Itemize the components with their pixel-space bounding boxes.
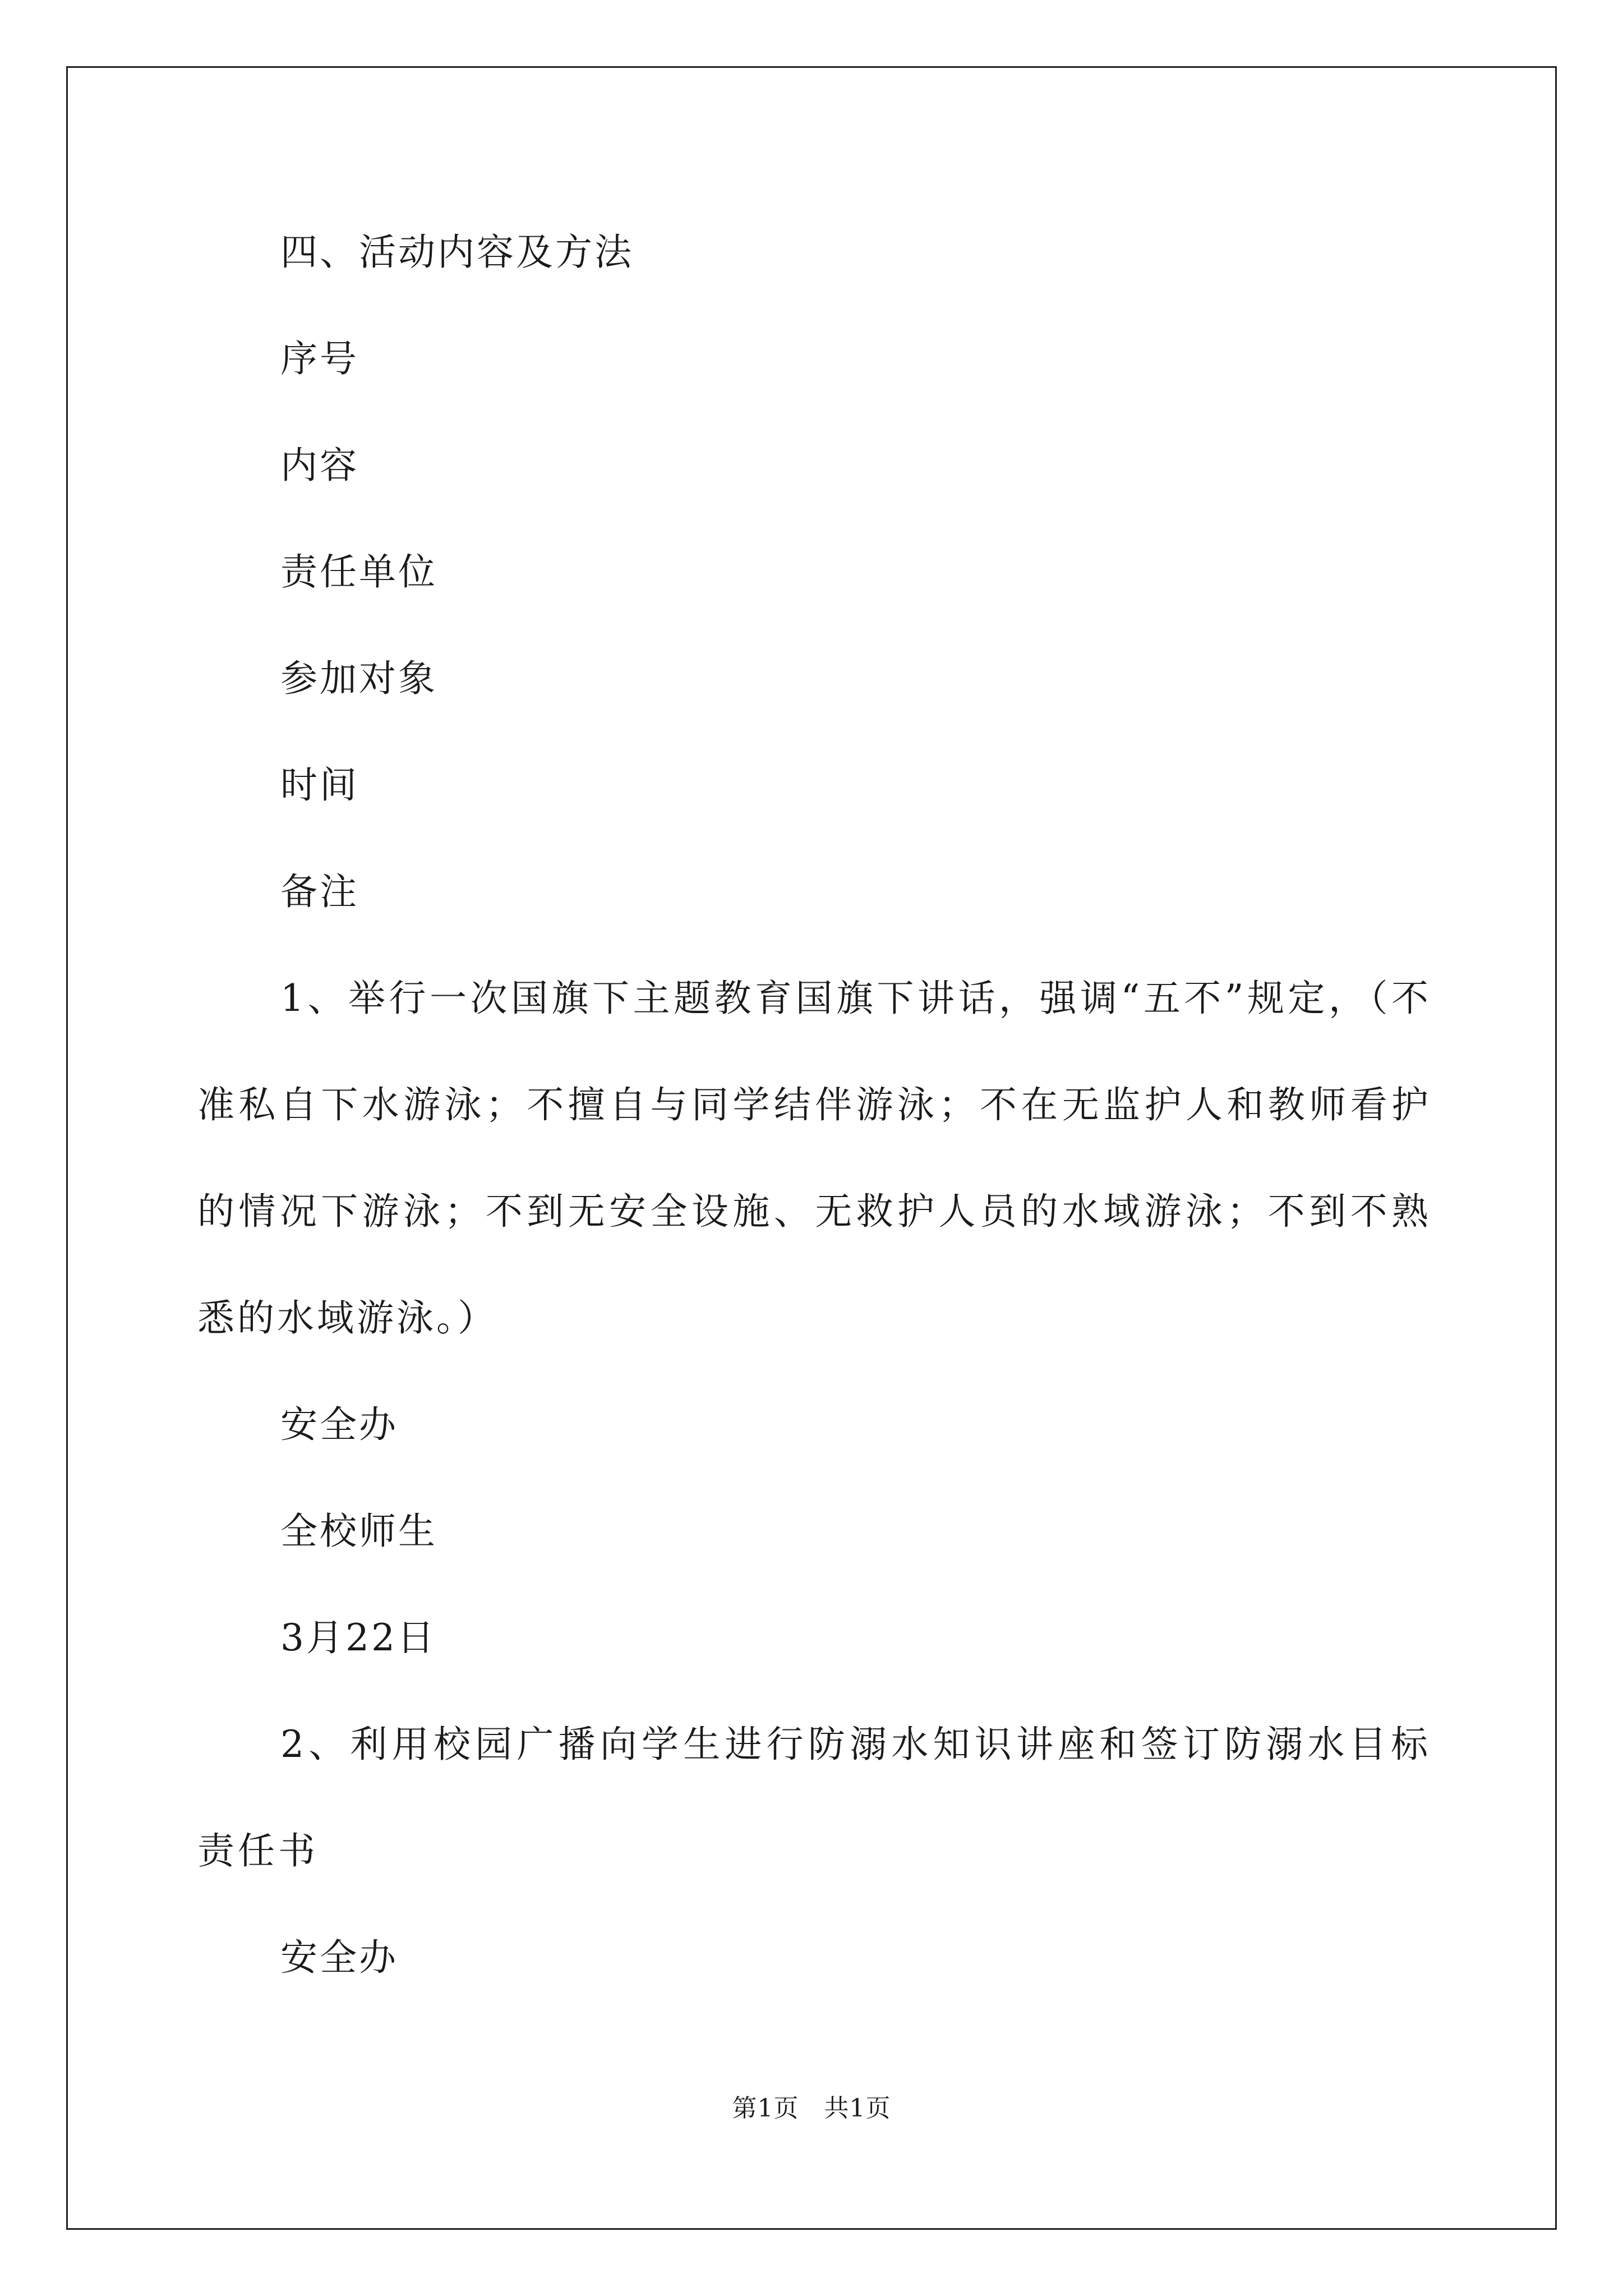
- item-1-content: 1、举行一次国旗下主题教育国旗下讲话，强调“五不”规定，（不准私自下水游泳；不擅自与同学结伴游泳；不在无监护人和教师看护的情况下游泳；不到无安全设施、无救护人员的水域游泳；不到不熟悉的水域游泳。）: [197, 977, 1431, 1340]
- page-number-footer: 第1页 共1页: [732, 2094, 891, 2123]
- column-label-time: 时间: [280, 763, 359, 807]
- column-label-unit: 责任单位: [280, 550, 437, 593]
- item-1-unit: 安全办: [280, 1403, 398, 1446]
- section-heading: 四、活动内容及方法: [280, 231, 634, 274]
- item-1-date: 3月22日: [280, 1616, 436, 1659]
- column-label-number: 序号: [280, 337, 359, 380]
- item-1-target: 全校师生: [280, 1510, 437, 1553]
- column-label-remarks: 备注: [280, 870, 359, 913]
- column-label-target: 参加对象: [280, 657, 437, 700]
- item-2-content: 2、利用校园广播向学生进行防溺水知识讲座和签订防溺水目标责任书: [197, 1723, 1431, 1872]
- item-2-unit: 安全办: [280, 1936, 398, 1979]
- column-label-content: 内容: [280, 444, 359, 487]
